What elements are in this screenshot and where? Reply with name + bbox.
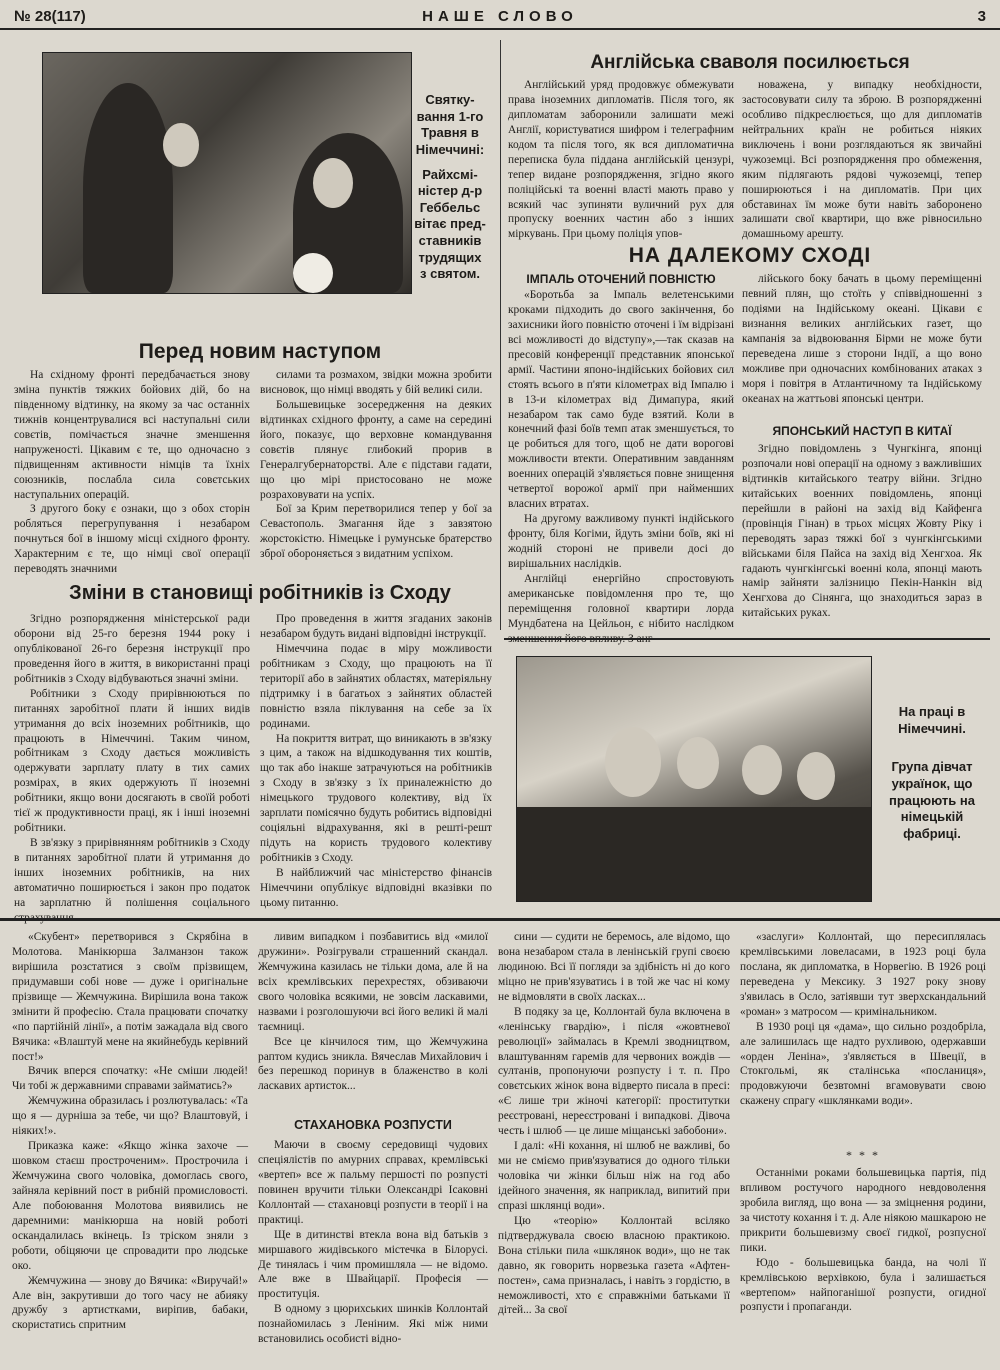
armband-emblem <box>293 253 333 293</box>
girl-face <box>797 752 835 800</box>
photo1-caption-title: Святку-вання 1-го Травня в Німеччині: <box>415 92 485 157</box>
paragraph: «Скубент» перетворився з Скрябіна в Молотова. Манікюрша Залманзон також вирішила розстатися з своїм прізвищем, придумавши собі нове — дуже і оригінальне прізвище — Жемчужина. Вирішила вона також змінити й професію. Стала працювати спочатку «по партійній лінії», а потім зажадала від свого Вячика: «Влаштуй мене на якийнебудь керівний пост!» <box>12 931 248 1063</box>
photo-face-left <box>163 123 199 167</box>
feature-col3 <box>498 930 730 1362</box>
paragraph: Бої за Крим перетворилися тепер у бої за Севастополь. Змагання йде з завзятою жорстокістю. Німецьке і румунське братерство зброї обороняється з видатним успіхом. <box>260 503 492 561</box>
photo1-caption <box>414 92 486 283</box>
paragraph: Жемчужина — знову до Вячика: «Виручай!» Але він, закрутивши до того часу не абияку дружбу з артистками, виріпив, бабаки, скористатись спритним <box>12 1274 248 1332</box>
offensive-headline: Перед новим наступом <box>138 340 382 363</box>
paragraph: На другому важливому пункті індійського фронту, біля Когіми, йдуть зміни боїв, які ні жодній стороні не привели досі до вирішальних наслідків. <box>508 513 734 570</box>
paragraph: Останніми роками большевицька партія, під впливом ростучого народного невдоволення зробила вигляд, що вона — за зміцнення родини, за чистоту кохання і т. д. Але ніякою машкарою не прикрити большевизму своєї гидкої, розпусної пики. <box>740 1167 986 1254</box>
paragraph: На покриття витрат, що виникають в зв'язку з цим, а також на відшкодування тих коштів, що так або інакше затрачуються на робітників з Сходу в зв'язку з їх приналежністю до німецького трудового колективу, від їх зарплати помісячно будуть робитись відповідні соціяльні відрахування, які в решті-решт підуть на користь трудового колективу робітників з Сходу. <box>260 732 492 864</box>
photo2-caption <box>876 704 988 842</box>
section-rule <box>504 638 990 640</box>
paragraph: В подяку за це, Коллонтай була включена в «ленінську гвардію», і після «жовтневої революції» займалась в Кремлі зводництвом, влаштуванням гаремів для червоних вождів — султанів, пропонуючи розпусту і т. п. Про совєтських жінок вона відверто писала в пресі: «Є лише три жіночі категорії: проститутки реєстровані, нереєстровані і випадкові. Дівоча честь і шлюб — це лише міщанські забобони». <box>498 1005 730 1138</box>
girl-face <box>605 727 661 797</box>
paragraph: Маючи в своєму середовищі чудових спеціялістів по амурних справах, кремлівські «вертеп» все ж пальму першості по розпусті повинен вручити тільки Олександрі Ісаковні Коллонтай — стахановці розпусти в теорії і на практиці. <box>258 1139 488 1226</box>
feature-col2b <box>258 1138 488 1362</box>
workers-col2 <box>260 612 492 909</box>
feature-col2 <box>258 930 488 1114</box>
issue-number: № 28(117) <box>14 8 86 25</box>
paragraph: Ще в дитинстві втекла вона від батьків з миршавого жидівського містечка в Білорусі. Де тинялась і чим промишляла — не відомо. Але вже в Швайцарії. Професія — проституція. <box>258 1228 488 1301</box>
fareast-col1 <box>508 288 734 645</box>
paragraph: Німеччина подає в міру можливости робітникам з Сходу, що працюють на її території або в зайнятих областях, матеріяльну підтримку і в багатьох з зайнятих областей повністю взяла піклування на себе за їх родинами. <box>260 642 492 730</box>
offensive-col1 <box>14 368 250 576</box>
goebbels-photo <box>42 52 412 294</box>
section-stars: * * * <box>846 1148 880 1162</box>
paragraph: Приказка каже: «Якщо жінка захоче — шовком стаєш простроченим». Прострочила і Жемчужина свого чоловіка, домоглась свого, зайняла керівний пост в рибній промисловості. Але побоювання Молотова виявились не даремними: манікюрша на новій роботі оскандалилась вкінець. Із тріском зняли з роботи, обіцяючи це спровадити про людське око. <box>12 1140 248 1272</box>
girls-photo <box>516 656 872 902</box>
paragraph: «заслуги» Коллонтай, що пересиплялась кремлівськими ловеласами, в 1923 році була послана, як дипломатка, в Норвегію. В 1926 році переведена у Мексику. З 1927 року знову з'явилась в Осло, затіявши тут зверхскандальний «роман» з матросом — кримінальником. <box>740 931 986 1018</box>
paragraph: В 1930 році ця «дама», що сильно роздобріла, але залишилась ще надто рухливою, одержавши «орден Леніна», з'являється в Швеції, в Стокгольмі, як сталінська «посланиця», продовжуючи безвтомні вгамовувати свою скажену спрагу «шклянками води». <box>740 1020 986 1108</box>
workers-col1 <box>14 612 250 924</box>
paragraph: В зв'язку з прирівнянням робітників з Сходу в питаннях заробітної плати й утримання до інших іноземних робітників, на них автоматично поширюється і закон про податок на зарплатню й полішення соціального страхування. <box>14 837 250 924</box>
photo2-caption-title: На праці в Німеччині. <box>898 704 966 736</box>
paragraph: В одному з цюрихських шинків Коллонтай познайомилась з Леніним. Які між ними встановились особисті відно- <box>258 1303 488 1346</box>
newspaper-title: НАШЕ СЛОВО <box>422 8 578 25</box>
column-divider <box>500 40 501 630</box>
english-col2 <box>742 78 982 241</box>
paragraph: Жемчужина образилась і розлютувалась: «Та що я — дурніша за тебе, чи що? Влаштовуй, і ніяких!». <box>12 1095 248 1138</box>
paragraph: Цю «теорію» Коллонтай всіляко підтверджувала своєю власною практикою. Вона стільки пила «шклянок води», що не так давно, як говорить норвезька газета «Афтен-постен», сама призналась, і навіть з гордістю, в неможливості, хто є справжніми батьками її дітей... За свої <box>498 1214 730 1317</box>
photo2-caption-body: Група дівчат українок, що працюють на німецькій фабриці. <box>889 759 975 841</box>
english-col1 <box>508 78 734 241</box>
paragraph: лійського боку бачать в цьому переміщенні певний плян, що стоїть у співвідношенні з подіями на Індійському океані. Цікави є визнання великих англійських газет, що кампанія за відвоювання Бірми не може бути переведена лише з сторони Індії, а що воно можливе при одночасних комбінованих атаках з моря і повітря в Атлантичному та Індійському океанах на жаттьові японські центри. <box>742 273 982 405</box>
page-header <box>0 6 1000 30</box>
photo-figure-left <box>83 83 173 293</box>
page-number: 3 <box>977 8 986 25</box>
paragraph: сини — судити не беремось, але відомо, що вона незабаром стала в ленінській групі своєю людиною. Всі її погляди за здібність ні до кого міцно не прив'язуватись і в той же час ні кому не відмовляти в своїх ласках... <box>498 931 730 1003</box>
paragraph: Робітники з Сходу прирівнюються по питаннях заробітної плати й інших видів утримання до всіх іноземних робітників, що працюють в Німеччині. Таким чином, робітникам з Сходу дається можливість одержувати зарплату плату в тих самих розмірах, в яких одержують її іноземні робітники, якщо вони досягають в своїй роботі тієї ж продуктивности праці, як і інші іноземні робітники. <box>14 687 250 835</box>
lower-section-rule <box>0 918 1000 921</box>
paragraph: Большевицьке зосередження на деяких відтинках східного фронту, а саме на середині його, показує, що верховне командування совєтів плянує глибокий прорив в Генералгубернаторстві. Але є підстави гадати, що цю мірі пристосовано не може розраховувати на успіх. <box>260 398 492 501</box>
paragraph: Все це кінчилося тим, що Жемчужина раптом кудись зникла. Вячеслав Михайлович і без перешкод поринув в блаженство в колі ласкавих артисток... <box>258 1035 488 1093</box>
photo-lower-shadow <box>517 807 871 901</box>
paragraph: «Боротьба за Імпаль велетенськими кроками підходить до свого закінчення, бо захисники його повністю оточені і їм відрізані всі можливості до відступу»,—так сказав на пресовій конференції представник японської армії. Частини японо-індійських бойових сил стоять всього в п'яти кілометрах від Імпалю і в 13-и кілометрах від Димапура, який незабаром так само буде взятий. Коли в конечний фазі боїв темп атак зменшується, то це робиться для того, щоб не дати ворогові можливости втекти. Оперативним завданням военних операцій з'являється повне знищення четвертої ворожої армії при найменших власних втратах. <box>508 289 734 511</box>
girl-face <box>677 737 719 789</box>
paragraph: З другого боку є ознаки, що з обох сторін робляться перегрупування і незабаром почнуться бої в іншому місці східного фронту. Характерним є те, що німці свої операції переводять значними <box>14 503 250 576</box>
paragraph: Вячик вперся спочатку: «Не сміши людей! Чи тобі ж державними справами займатись?» <box>12 1065 248 1093</box>
girl-face <box>742 745 782 795</box>
paragraph: ливим випадком і позбавитись від «милої дружини». Розігрували страшенний скандал. Жемчужина казилась не тільки дома, але й на всіх кремлівських перехрестях, обзиваючи свого чоловіка всякими, не зовсім ласкавими, назвами і розголошуючи всі його великі й малі таємниці. <box>258 931 488 1033</box>
fareast-subhead2: ЯПОНСЬКИЙ НАСТУП В КИТАЇ <box>772 424 952 438</box>
paragraph: І далі: «Ні кохання, ні шлюб не важливі, бо ми не сміємо прив'язуватися до одного тільки чоловіка чи жінки більш ніж на год або ідейного значення, як наприклад, випитий при спразі шклянці води». <box>498 1140 730 1212</box>
workers-headline: Зміни в становищі робітників із Сходу <box>69 582 451 604</box>
paragraph: Згідно розпорядження міністерської ради оборони від 25-го березня 1944 року і опублікованої 26-го березня інструкції про проведення його в життя, в використанні праці робітників з Сходу відбуваються значні зміни. <box>14 613 250 685</box>
feature-col4 <box>740 930 986 1118</box>
paragraph: В найближчий час міністерство фінансів Німеччини опублікує відповідні вказівки по цьому питанню. <box>260 866 492 909</box>
feature-col1 <box>12 930 248 1362</box>
english-headline: Англійська сваволя посилюється <box>590 52 910 73</box>
offensive-col2 <box>260 368 492 566</box>
paragraph: силами та розмахом, звідки можна зробити висновок, що німці вводять у бій великі сили. <box>260 369 492 396</box>
paragraph: Згідно повідомлень з Чунгкінга, японці розпочали нові операції на одному з важливіших відтинків китайського театру війни. Згідно китайських военних повідомлень, японці перейшли в районі на захід від Кайфенга (провінція Гінан) в трьох місцях Жовту Ріку і переводять зараз тяжкі бої з чунгкінгськими військами біля Пайса на захід від Хенгхоа. Як гадають чунгкінгські военні кола, японці мають намір зайняти залізницю Пекін-Нанкін від Хенгхова до Сінянга, що знаходиться зараз в китайських руках. <box>742 443 982 620</box>
photo1-caption-body: Райхсмі-ністер д-р Геббельс вітає пред-ставників трудящих з святом. <box>414 166 486 282</box>
paragraph: новажена, у випадку необхідности, застосовувати силу та зброю. В розпорядженні особливо підкреслюється, що для дипломатів нейтральних країн не робиться ніяких виключень і вони розглядаються як звичайні чужоземці. Всі розпорядження про обмеження, яким підлягають рядові чужоземці, тепер поширюються і на дипломатів. При цих обставинах їм може бути навіть заборонено залишати свої квартири, що вже рівносильно домашньому арешту. <box>742 79 982 241</box>
paragraph: Про проведення в життя згаданих законів незабаром будуть видані відповідні інструкції. <box>260 613 492 640</box>
fareast-headline: НА ДАЛЕКОМУ СХОДІ <box>628 244 872 267</box>
paragraph: Англійці енергійно спростовують американське повідомлення про те, що переміщення головної квартири лорда Мундбатена на Цейльон, є нібито наслідком зменшення його впливу. З анг- <box>508 572 734 645</box>
paragraph: На східному фронті передбачається знову зміна пунктів тяжких бойових дій, бо на південному відтинку, на якому за час останніх тижнів концентрувалися всі наступальні сили совєтів, помічається значне зменшення напруженості. Цікавим є те, що одночасно з підвищенням активности німців та їхніх союзників, послабла сила совєтських наступальних операцій. <box>14 369 250 501</box>
paragraph: Юдо - большевицька банда, на чолі її кремлівською верхівкою, була і залишається «вертепом» найпоганішої розпусти, огидної розпусти і пропаганди. <box>740 1256 986 1314</box>
fareast-subhead1: ІМПАЛЬ ОТОЧЕНИЙ ПОВНІСТЮ <box>526 272 716 286</box>
feature-col4b <box>740 1166 986 1362</box>
feature-subhead: СТАХАНОВКА РОЗПУСТИ <box>294 1118 452 1132</box>
fareast-col2b <box>742 442 982 632</box>
paragraph: Англійський уряд продовжує обмежувати права іноземних дипломатів. Після того, як дипломатам заборонили залишати межі Англії, користуватися шифром і телеграфним кодом та після того, як вся дипломатична переписка була піддана англійській цензурі, тепер видане розпорядження, згідно якого поліційські та военні власті мають право у всякий час зупиняти вуличний рух для пропуску военних частин або з інших міркувань. При цьому поліція упов- <box>508 79 734 241</box>
fareast-col2 <box>742 272 982 412</box>
photo-face-right <box>313 158 353 208</box>
